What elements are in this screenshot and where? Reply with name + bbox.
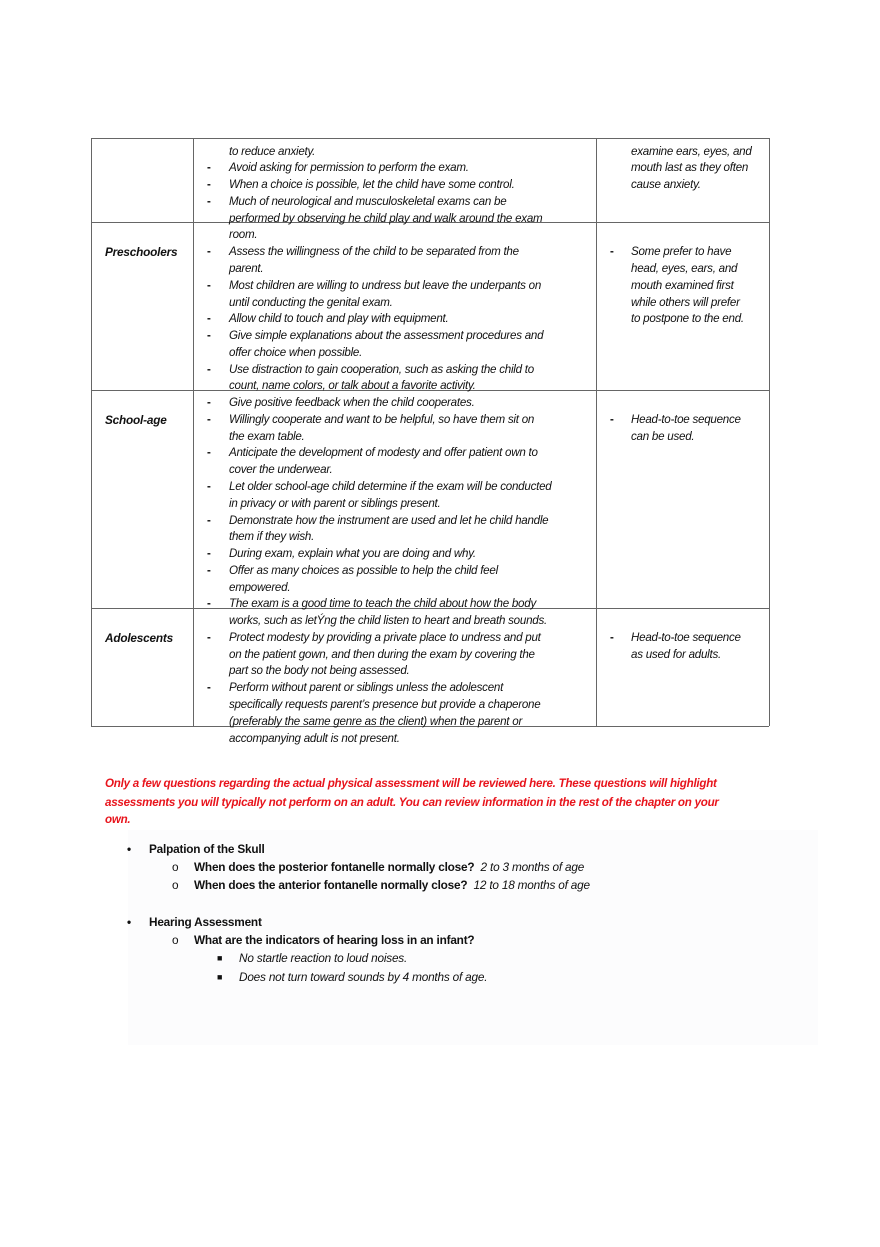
list-item-line: empowered. <box>229 580 291 594</box>
list-item-line: performed by observing he child play and walk around the exam <box>229 211 543 225</box>
dash-bullet-icon: - <box>207 194 211 208</box>
note-line: assessments you will typically not perform on an adult. You can review information in the rest of the chapter on your <box>105 796 719 809</box>
list-item-line: until conducting the genital exam. <box>229 295 393 309</box>
bullet-icon: • <box>127 842 131 856</box>
list-item-line: During exam, explain what you are doing and why. <box>229 547 476 561</box>
sequence-note-line: while others will prefer <box>631 295 740 309</box>
sequence-note-line: Head-to-toe sequence <box>631 630 741 644</box>
column-divider <box>193 138 194 726</box>
list-item-line: offer choice when possible. <box>229 345 363 359</box>
question <box>194 876 590 894</box>
row-label: Adolescents <box>105 630 173 645</box>
square-bullet-icon: ■ <box>217 972 223 982</box>
dash-bullet-icon: - <box>207 362 211 376</box>
list-item-line: Let older school-age child determine if the exam will be conducted <box>229 480 552 493</box>
section-title: Palpation of the Skull <box>149 842 265 856</box>
list-item-line: room. <box>229 228 258 242</box>
answer-text: Does not turn toward sounds by 4 months of age. <box>239 970 488 984</box>
list-item-line: works, such as letÝng the child listen to heart and breath sounds. <box>229 614 547 628</box>
sequence-note-line: Some prefer to have <box>631 245 732 259</box>
column-divider <box>596 138 597 726</box>
list-item-line: accompanying adult is not present. <box>229 731 400 745</box>
answer-text: 2 to 3 months of age <box>480 860 585 874</box>
list-item-line: The exam is a good time to teach the child about how the body <box>229 597 536 611</box>
list-item-line: Most children are willing to undress but leave the underpants on <box>229 278 542 292</box>
sequence-note-line: mouth examined first <box>631 278 734 292</box>
sequence-note-line: to postpone to the end. <box>631 312 744 326</box>
list-item-line: When a choice is possible, let the child have some control. <box>229 178 515 192</box>
list-item-line: Give positive feedback when the child cooperates. <box>229 396 475 410</box>
list-item-line: Use distraction to gain cooperation, such as asking the child to <box>229 362 534 376</box>
dash-bullet-icon: - <box>610 630 614 644</box>
list-item-line: Willingly cooperate and want to be helpful, so have them sit on <box>229 412 535 426</box>
sequence-note-line: as used for adults. <box>631 647 721 661</box>
circle-bullet-icon: o <box>172 878 179 892</box>
question-text: What are the indicators of hearing loss in an infant? <box>194 933 475 947</box>
sequence-note-line: examine ears, eyes, and <box>631 144 752 158</box>
circle-bullet-icon: o <box>172 860 179 874</box>
dash-bullet-icon: - <box>207 329 211 343</box>
list-item-line: Offer as many choices as possible to help the child feel <box>229 563 498 577</box>
question <box>194 858 584 876</box>
table-border <box>769 138 770 726</box>
table-border <box>91 138 92 726</box>
list-item-line: them if they wish. <box>229 530 315 544</box>
list-item-line: Anticipate the development of modesty and offer patient own to <box>229 446 538 460</box>
dash-bullet-icon: - <box>207 446 211 460</box>
question-text: When does the anterior fontanelle normally close? <box>194 878 468 892</box>
dash-bullet-icon: - <box>610 245 614 259</box>
dash-bullet-icon: - <box>610 412 614 426</box>
sequence-note-line: head, eyes, ears, and <box>631 261 738 275</box>
dash-bullet-icon: - <box>207 480 211 493</box>
row-label: School-age <box>105 412 167 427</box>
sequence-note-line: can be used. <box>631 429 695 443</box>
dash-bullet-icon: - <box>207 396 211 410</box>
dash-bullet-icon: - <box>207 547 211 561</box>
list-item-line: part so the body not being assessed. <box>229 664 410 678</box>
sequence-note-line: Head-to-toe sequence <box>631 412 741 426</box>
bullet-icon: • <box>127 915 131 929</box>
row-label: Preschoolers <box>105 245 178 260</box>
sequence-note-line: mouth last as they often <box>631 161 749 175</box>
dash-bullet-icon: - <box>207 412 211 426</box>
list-item-line: Assess the willingness of the child to be separated from the <box>229 245 519 259</box>
list-item-line: specifically requests parent’s presence but provide a chaperone <box>229 698 541 711</box>
answer-text: 12 to 18 months of age <box>473 878 590 892</box>
list-item-line: Give simple explanations about the assessment procedures and <box>229 329 544 343</box>
list-item-line: in privacy or with parent or siblings present. <box>229 496 441 510</box>
dash-bullet-icon: - <box>207 597 211 611</box>
note-line: own. <box>105 813 131 826</box>
dash-bullet-icon: - <box>207 630 211 644</box>
sequence-note-line: cause anxiety. <box>631 178 701 192</box>
dash-bullet-icon: - <box>207 681 211 695</box>
list-item-line: Demonstrate how the instrument are used and let he child handle <box>229 513 549 527</box>
list-item-line: to reduce anxiety. <box>229 144 316 158</box>
list-item-line: Avoid asking for permission to perform the exam. <box>229 161 469 175</box>
question-text: When does the posterior fontanelle normally close? <box>194 860 475 874</box>
list-item-line: Much of neurological and musculoskeletal exams can be <box>229 194 507 208</box>
list-item-line: Perform without parent or siblings unless the adolescent <box>229 681 504 695</box>
list-item-line: Protect modesty by providing a private place to undress and put <box>229 630 541 644</box>
dash-bullet-icon: - <box>207 513 211 527</box>
list-item-line: the exam table. <box>229 429 305 443</box>
list-item-line: parent. <box>229 261 264 275</box>
dash-bullet-icon: - <box>207 563 211 577</box>
dash-bullet-icon: - <box>207 245 211 259</box>
dash-bullet-icon: - <box>207 278 211 292</box>
dash-bullet-icon: - <box>207 178 211 192</box>
list-item-line: cover the underwear. <box>229 463 333 477</box>
dash-bullet-icon: - <box>207 312 211 326</box>
section-title: Hearing Assessment <box>149 915 262 929</box>
list-item-line: Allow child to touch and play with equipment. <box>229 312 449 326</box>
list-item-line: (preferably the same genre as the client) when the parent or <box>229 714 523 728</box>
note-line: Only a few questions regarding the actual physical assessment will be reviewed here. These questions will highlight <box>105 777 717 790</box>
list-item-line: count, name colors, or talk about a favorite activity. <box>229 379 476 393</box>
square-bullet-icon: ■ <box>217 953 223 963</box>
dash-bullet-icon: - <box>207 161 211 175</box>
answer-text: No startle reaction to loud noises. <box>239 951 408 965</box>
circle-bullet-icon: o <box>172 933 179 947</box>
list-item-line: on the patient gown, and then during the exam by covering the <box>229 647 535 661</box>
